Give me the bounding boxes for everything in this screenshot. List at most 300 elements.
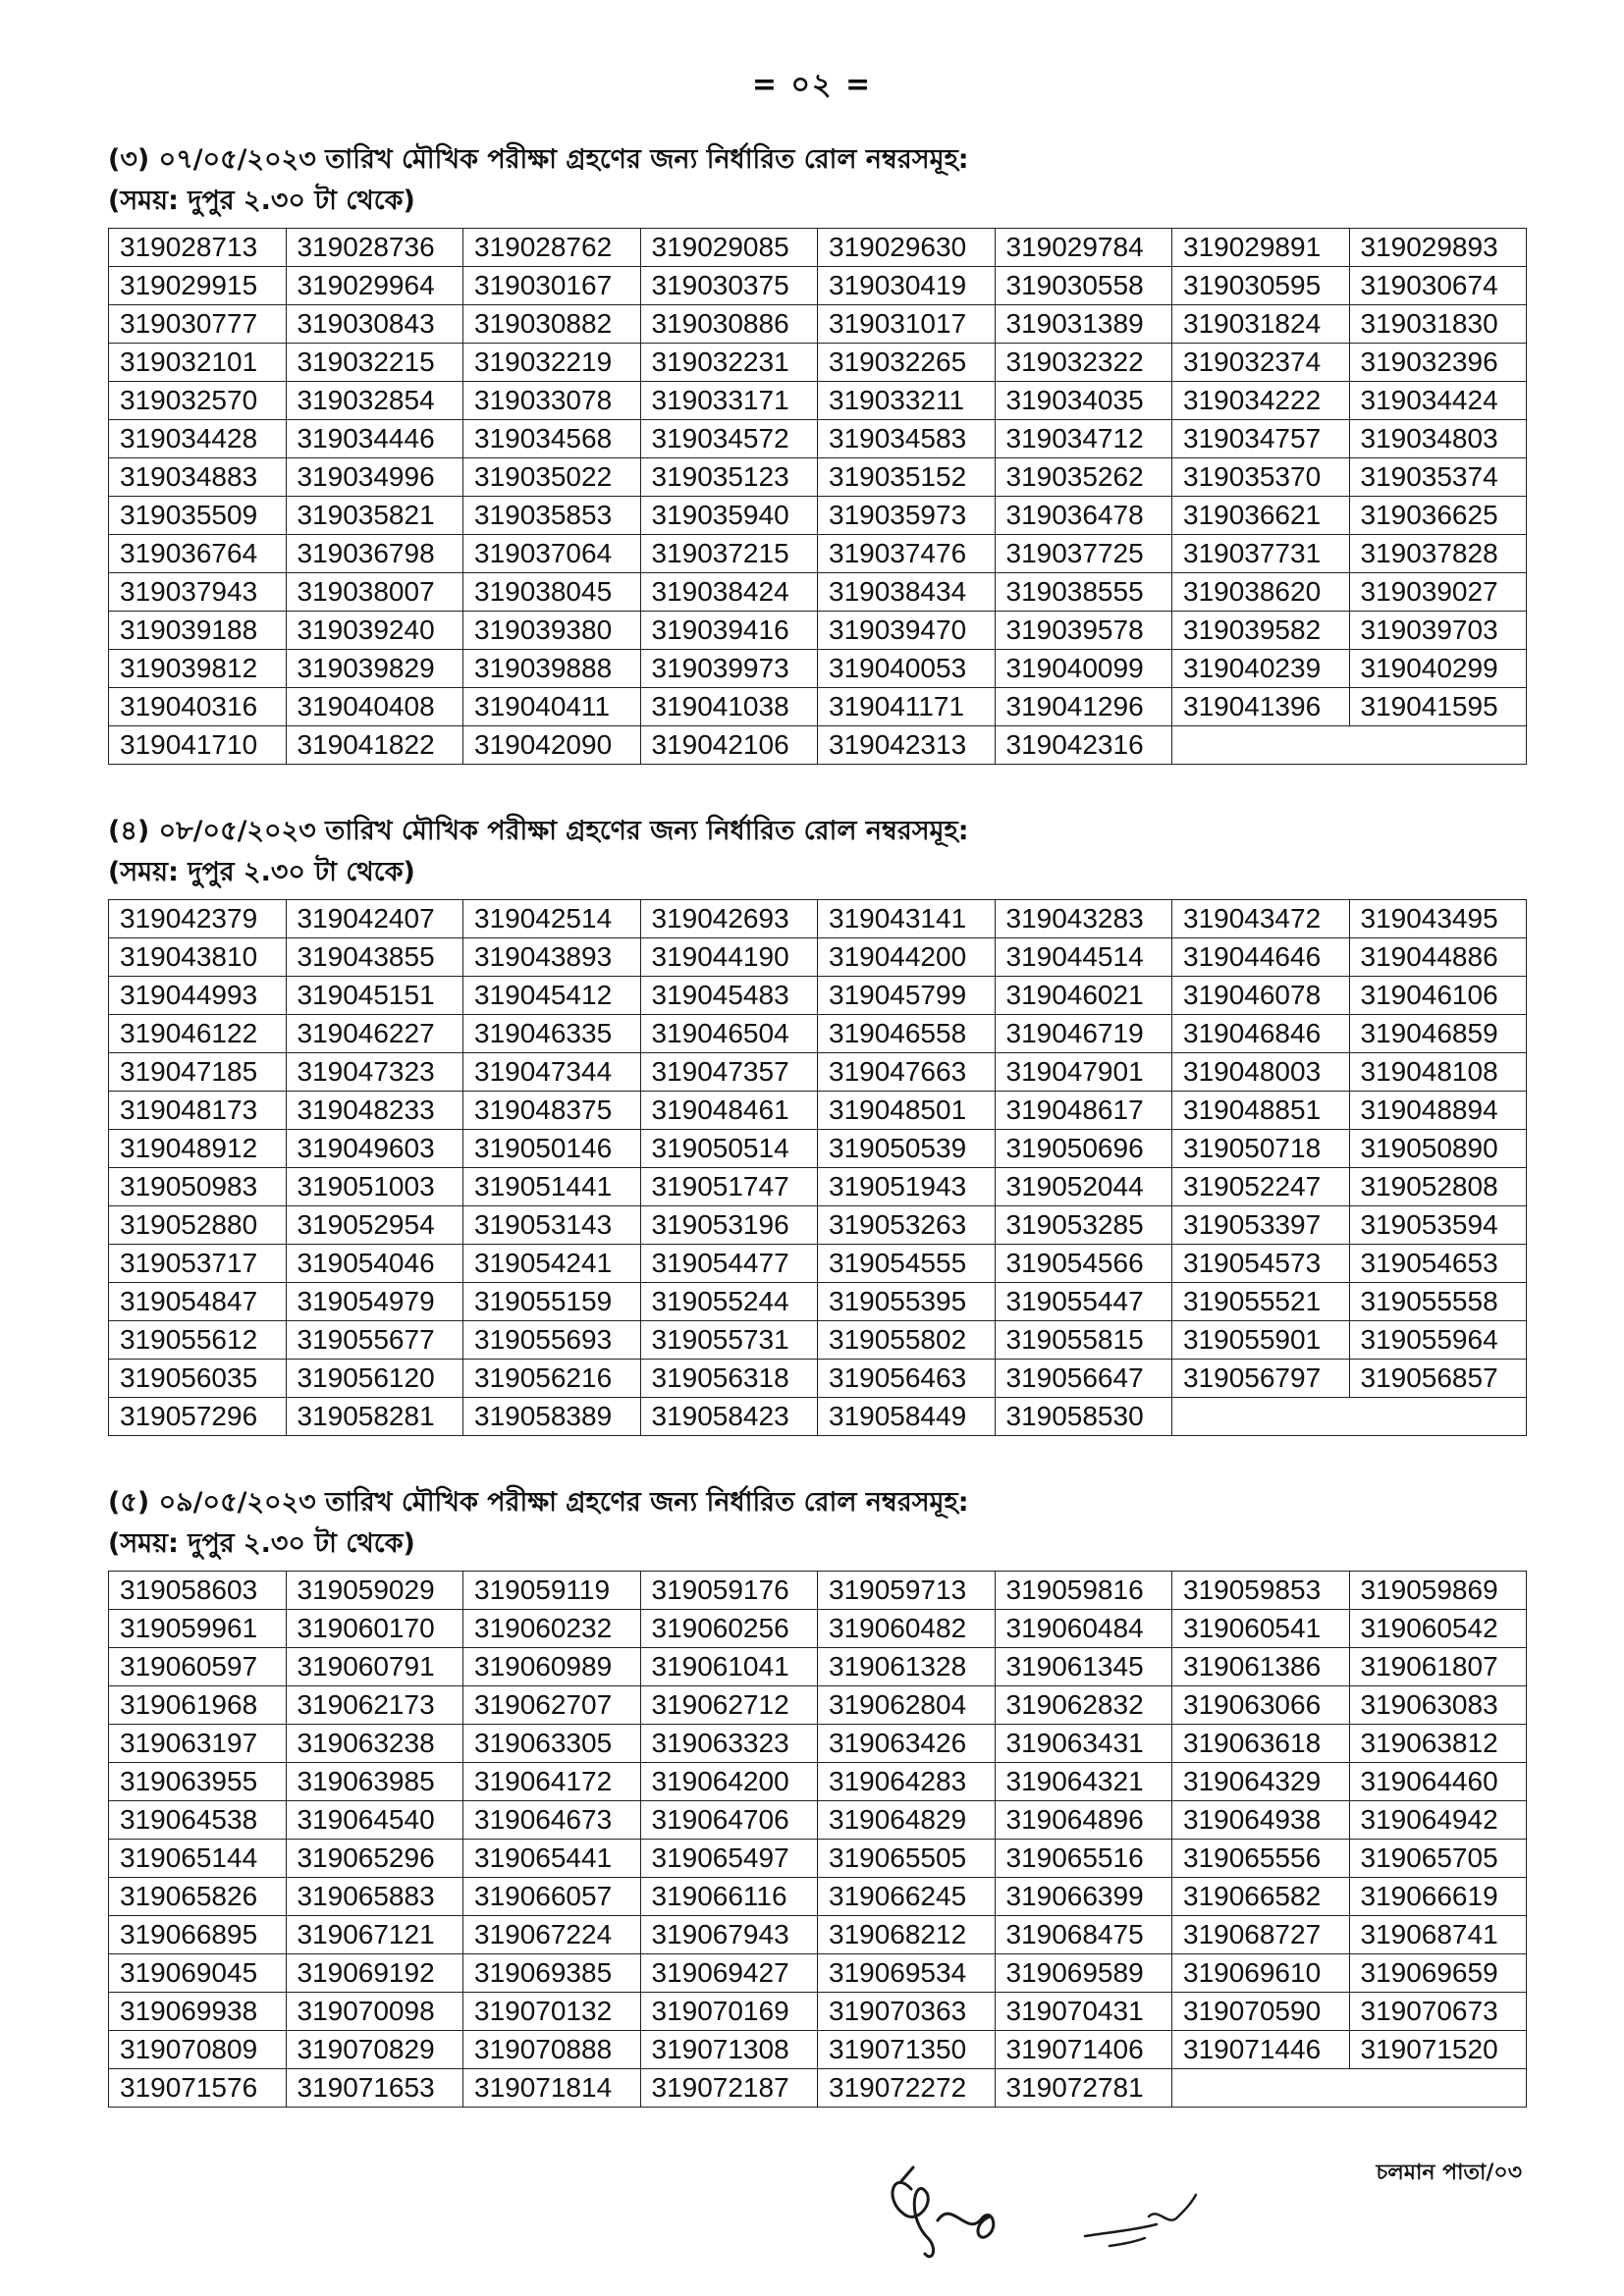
roll-number-cell: 319033211 [818,382,996,420]
roll-number-cell: 319041710 [109,726,287,765]
roll-number-cell: 319035370 [1172,458,1350,497]
roll-number-cell: 319062712 [640,1686,818,1725]
roll-number-cell: 319063618 [1172,1725,1350,1763]
roll-number-cell: 319064540 [286,1801,463,1840]
roll-number-cell: 319044646 [1172,938,1350,977]
roll-number-cell: 319045483 [640,977,818,1015]
roll-number-cell: 319038424 [640,573,818,612]
roll-number-cell: 319043855 [286,938,463,977]
roll-number-cell: 319066057 [463,1878,641,1916]
roll-number-cell: 319052880 [109,1206,287,1245]
section-time: (সময়: দুপুর ২.৩০ টা থেকে) [108,1528,415,1559]
roll-number-cell: 319071814 [463,2069,641,2108]
roll-number-cell: 319060232 [463,1610,641,1648]
roll-number-cell: 319029784 [995,229,1172,267]
roll-number-cell: 319055815 [995,1321,1172,1360]
roll-number-cell: 319053196 [640,1206,818,1245]
section-time: (সময়: দুপুর ২.৩০ টা থেকে) [108,186,415,216]
roll-number-cell: 319054979 [286,1283,463,1321]
roll-number-cell: 319071576 [109,2069,287,2108]
roll-number-cell: 319058281 [286,1398,463,1436]
roll-number-cell: 319062173 [286,1686,463,1725]
roll-number-cell: 319037731 [1172,535,1350,573]
signature-2 [1080,2187,1218,2256]
roll-number-cell: 319069534 [818,1954,996,1993]
roll-number-table [108,228,1527,765]
empty-cell [1172,2069,1527,2108]
roll-number-cell: 319046558 [818,1015,996,1053]
roll-number-cell: 319039188 [109,612,287,650]
roll-number-cell: 319064283 [818,1763,996,1801]
roll-number-cell: 319066116 [640,1878,818,1916]
roll-number-cell: 319071520 [1349,2031,1527,2069]
roll-number-cell: 319043893 [463,938,641,977]
table-row [109,977,1527,1015]
roll-number-cell: 319037064 [463,535,641,573]
roll-number-cell: 319047323 [286,1053,463,1092]
roll-number-cell: 319046504 [640,1015,818,1053]
table-row [109,382,1527,420]
roll-number-cell: 319044886 [1349,938,1527,977]
table-row [109,1130,1527,1168]
roll-number-cell: 319070590 [1172,1993,1350,2031]
schedule-section-08-05-2023 [108,811,1527,1436]
roll-number-cell: 319036798 [286,535,463,573]
roll-number-cell: 319032854 [286,382,463,420]
table-row [109,305,1527,344]
roll-number-cell: 319054241 [463,1245,641,1283]
roll-number-cell: 319047344 [463,1053,641,1092]
roll-number-cell: 319053717 [109,1245,287,1283]
roll-number-cell: 319059713 [818,1572,996,1610]
roll-number-cell: 319042090 [463,726,641,765]
roll-number-cell: 319048108 [1349,1053,1527,1092]
roll-number-cell: 319042379 [109,900,287,938]
roll-number-cell: 319060989 [463,1648,641,1686]
table-row [109,1245,1527,1283]
roll-number-cell: 319071446 [1172,2031,1350,2069]
roll-number-cell: 319061345 [995,1648,1172,1686]
roll-number-cell: 319029964 [286,267,463,305]
roll-number-cell: 319031824 [1172,305,1350,344]
roll-number-cell: 319068212 [818,1916,996,1954]
roll-number-cell: 319046122 [109,1015,287,1053]
roll-number-cell: 319058603 [109,1572,287,1610]
roll-number-cell: 319031830 [1349,305,1527,344]
roll-number-cell: 319069659 [1349,1954,1527,1993]
roll-number-cell: 319060791 [286,1648,463,1686]
table-row [109,900,1527,938]
roll-number-cell: 319070431 [995,1993,1172,2031]
roll-number-cell: 319070363 [818,1993,996,2031]
roll-number-cell: 319060541 [1172,1610,1350,1648]
roll-number-cell: 319048912 [109,1130,287,1168]
table-row [109,420,1527,458]
roll-number-cell: 319060170 [286,1610,463,1648]
table-row [109,1572,1527,1610]
table-row [109,2069,1527,2108]
roll-number-cell: 319070888 [463,2031,641,2069]
roll-number-cell: 319057296 [109,1398,287,1436]
roll-number-cell: 319061386 [1172,1648,1350,1686]
roll-number-cell: 319061807 [1349,1648,1527,1686]
roll-number-cell: 319041171 [818,688,996,726]
roll-number-cell: 319030419 [818,267,996,305]
roll-number-cell: 319036625 [1349,497,1527,535]
table-row [109,2031,1527,2069]
table-row [109,1725,1527,1763]
table-row [109,497,1527,535]
roll-number-cell: 319032374 [1172,344,1350,382]
roll-number-cell: 319059869 [1349,1572,1527,1610]
roll-number-cell: 319050696 [995,1130,1172,1168]
roll-number-cell: 319054573 [1172,1245,1350,1283]
table-row [109,1763,1527,1801]
roll-number-cell: 319041038 [640,688,818,726]
roll-number-cell: 319032219 [463,344,641,382]
table-row [109,650,1527,688]
roll-number-cell: 319037725 [995,535,1172,573]
roll-number-cell: 319048173 [109,1092,287,1130]
roll-number-cell: 319056797 [1172,1360,1350,1398]
roll-number-cell: 319037215 [640,535,818,573]
roll-number-cell: 319035853 [463,497,641,535]
roll-number-cell: 319031017 [818,305,996,344]
roll-number-cell: 319072272 [818,2069,996,2108]
roll-number-cell: 319058389 [463,1398,641,1436]
roll-number-cell: 319059176 [640,1572,818,1610]
table-row [109,229,1527,267]
roll-number-cell: 319040299 [1349,650,1527,688]
roll-number-cell: 319052808 [1349,1168,1527,1206]
roll-number-cell: 319030886 [640,305,818,344]
roll-number-cell: 319071350 [818,2031,996,2069]
roll-number-cell: 319033078 [463,382,641,420]
table-row [109,1168,1527,1206]
roll-number-cell: 319034222 [1172,382,1350,420]
roll-number-cell: 319041822 [286,726,463,765]
roll-number-cell: 319042313 [818,726,996,765]
roll-number-cell: 319069610 [1172,1954,1350,1993]
roll-number-cell: 319029630 [818,229,996,267]
roll-number-cell: 319036478 [995,497,1172,535]
roll-number-cell: 319048851 [1172,1092,1350,1130]
roll-number-cell: 319053397 [1172,1206,1350,1245]
roll-number-cell: 319056120 [286,1360,463,1398]
roll-number-cell: 319040239 [1172,650,1350,688]
roll-number-cell: 319039027 [1349,573,1527,612]
roll-number-cell: 319055612 [109,1321,287,1360]
section-time: (সময়: দুপুর ২.৩০ টা থেকে) [108,857,415,887]
roll-number-cell: 319047357 [640,1053,818,1092]
roll-number-cell: 319055677 [286,1321,463,1360]
roll-number-cell: 319035123 [640,458,818,497]
roll-number-cell: 319043283 [995,900,1172,938]
roll-number-cell: 319035821 [286,497,463,535]
roll-number-cell: 319046846 [1172,1015,1350,1053]
roll-number-cell: 319060482 [818,1610,996,1648]
roll-number-cell: 319034712 [995,420,1172,458]
roll-number-cell: 319056318 [640,1360,818,1398]
roll-number-cell: 319062832 [995,1686,1172,1725]
roll-number-cell: 319061968 [109,1686,287,1725]
roll-number-cell: 319069938 [109,1993,287,2031]
roll-number-cell: 319035973 [818,497,996,535]
roll-number-cell: 319065296 [286,1840,463,1878]
table-row [109,1015,1527,1053]
roll-number-cell: 319064673 [463,1801,641,1840]
roll-number-cell: 319064172 [463,1763,641,1801]
roll-number-cell: 319038555 [995,573,1172,612]
roll-number-cell: 319051003 [286,1168,463,1206]
roll-number-cell: 319044514 [995,938,1172,977]
roll-number-cell: 319050890 [1349,1130,1527,1168]
roll-number-cell: 319064538 [109,1801,287,1840]
roll-number-cell: 319039888 [463,650,641,688]
roll-number-cell: 319056857 [1349,1360,1527,1398]
roll-number-cell: 319054046 [286,1245,463,1283]
roll-number-cell: 319046106 [1349,977,1527,1015]
roll-number-cell: 319061328 [818,1648,996,1686]
roll-number-cell: 319069589 [995,1954,1172,1993]
roll-number-cell: 319039812 [109,650,287,688]
table-row [109,1610,1527,1648]
roll-number-cell: 319040053 [818,650,996,688]
roll-number-cell: 319054477 [640,1245,818,1283]
roll-number-cell: 319056647 [995,1360,1172,1398]
roll-number-cell: 319054847 [109,1283,287,1321]
roll-number-cell: 319060597 [109,1648,287,1686]
roll-number-cell: 319044993 [109,977,287,1015]
roll-number-cell: 319068475 [995,1916,1172,1954]
roll-number-cell: 319034035 [995,382,1172,420]
roll-number-cell: 319030167 [463,267,641,305]
roll-number-cell: 319046859 [1349,1015,1527,1053]
roll-number-cell: 319029915 [109,267,287,305]
roll-number-cell: 319071308 [640,2031,818,2069]
roll-number-cell: 319055395 [818,1283,996,1321]
table-row [109,1954,1527,1993]
roll-number-cell: 319044190 [640,938,818,977]
roll-number-cell: 319032101 [109,344,287,382]
roll-number-cell: 319041396 [1172,688,1350,726]
roll-number-cell: 319036621 [1172,497,1350,535]
table-row [109,726,1527,765]
roll-number-cell: 319064829 [818,1801,996,1840]
roll-number-cell: 319055802 [818,1321,996,1360]
roll-number-cell: 319050146 [463,1130,641,1168]
roll-number-cell: 319030777 [109,305,287,344]
roll-number-cell: 319064706 [640,1801,818,1840]
roll-number-cell: 319034583 [818,420,996,458]
table-row [109,1878,1527,1916]
roll-number-cell: 319042407 [286,900,463,938]
roll-number-cell: 319039470 [818,612,996,650]
roll-number-cell: 319046719 [995,1015,1172,1053]
roll-number-cell: 319034803 [1349,420,1527,458]
roll-number-cell: 319029085 [640,229,818,267]
roll-number-cell: 319041296 [995,688,1172,726]
roll-number-cell: 319040408 [286,688,463,726]
roll-number-cell: 319034428 [109,420,287,458]
table-row [109,1092,1527,1130]
roll-number-cell: 319034424 [1349,382,1527,420]
roll-number-cell: 319039416 [640,612,818,650]
roll-number-cell: 319066582 [1172,1878,1350,1916]
roll-number-cell: 319030843 [286,305,463,344]
roll-number-cell: 319058449 [818,1398,996,1436]
roll-number-cell: 319067224 [463,1916,641,1954]
roll-number-cell: 319050514 [640,1130,818,1168]
roll-number-cell: 319041595 [1349,688,1527,726]
roll-number-cell: 319034757 [1172,420,1350,458]
section-title: (৫) ০৯/০৫/২০২৩ তারিখ মৌখিক পরীক্ষা গ্রহণের জন্য নির্ধারিত রোল নম্বরসমূহ: [108,1487,969,1518]
roll-number-cell: 319037943 [109,573,287,612]
roll-number-cell: 319030595 [1172,267,1350,305]
table-row [109,1840,1527,1878]
roll-number-cell: 319059853 [1172,1572,1350,1610]
roll-number-cell: 319028736 [286,229,463,267]
section-title: (৪) ০৮/০৫/২০২৩ তারিখ মৌখিক পরীক্ষা গ্রহণের জন্য নির্ধারিত রোল নম্বরসমূহ: [108,816,969,846]
roll-number-cell: 319067121 [286,1916,463,1954]
roll-number-cell: 319063431 [995,1725,1172,1763]
roll-number-cell: 319034446 [286,420,463,458]
roll-number-cell: 319059119 [463,1572,641,1610]
roll-number-cell: 319048894 [1349,1092,1527,1130]
roll-number-cell: 319055964 [1349,1321,1527,1360]
roll-number-cell: 319065556 [1172,1840,1350,1878]
roll-number-cell: 319046227 [286,1015,463,1053]
roll-number-cell: 319030558 [995,267,1172,305]
roll-number-cell: 319071406 [995,2031,1172,2069]
roll-number-cell: 319063955 [109,1763,287,1801]
table-row [109,1801,1527,1840]
table-row [109,1648,1527,1686]
roll-number-cell: 319035940 [640,497,818,535]
roll-number-cell: 319039829 [286,650,463,688]
roll-number-cell: 319058530 [995,1398,1172,1436]
roll-number-table [108,1571,1527,2108]
roll-number-cell: 319068741 [1349,1916,1527,1954]
section-title: (৩) ০৭/০৫/২০২৩ তারিখ মৌখিক পরীক্ষা গ্রহণের জন্য নির্ধারিত রোল নম্বরসমূহ: [108,144,969,175]
roll-number-cell: 319042514 [463,900,641,938]
roll-number-cell: 319032231 [640,344,818,382]
roll-number-cell: 319060484 [995,1610,1172,1648]
roll-number-cell: 319038007 [286,573,463,612]
roll-number-cell: 319070673 [1349,1993,1527,2031]
roll-number-cell: 319038045 [463,573,641,612]
roll-number-cell: 319063323 [640,1725,818,1763]
roll-number-cell: 319062804 [818,1686,996,1725]
roll-number-cell: 319061041 [640,1648,818,1686]
roll-number-cell: 319039582 [1172,612,1350,650]
roll-number-cell: 319056463 [818,1360,996,1398]
roll-number-cell: 319052954 [286,1206,463,1245]
roll-number-cell: 319039578 [995,612,1172,650]
roll-number-cell: 319064896 [995,1801,1172,1840]
roll-number-cell: 319052044 [995,1168,1172,1206]
roll-number-cell: 319071653 [286,2069,463,2108]
roll-number-cell: 319029891 [1172,229,1350,267]
roll-number-cell: 319059029 [286,1572,463,1610]
roll-number-cell: 319036764 [109,535,287,573]
page-number: = ০২ = [751,68,873,102]
roll-number-cell: 319064200 [640,1763,818,1801]
schedule-section-07-05-2023 [108,139,1527,765]
table-row [109,267,1527,305]
roll-number-cell: 319056035 [109,1360,287,1398]
roll-number-cell: 319042106 [640,726,818,765]
roll-number-cell: 319059816 [995,1572,1172,1610]
roll-number-cell: 319065826 [109,1878,287,1916]
roll-number-cell: 319035374 [1349,458,1527,497]
roll-number-cell: 319045412 [463,977,641,1015]
roll-number-cell: 319050983 [109,1168,287,1206]
roll-number-cell: 319029893 [1349,229,1527,267]
roll-number-cell: 319055521 [1172,1283,1350,1321]
roll-number-cell: 319047901 [995,1053,1172,1092]
roll-number-cell: 319048461 [640,1092,818,1130]
roll-number-cell: 319070132 [463,1993,641,2031]
roll-number-cell: 319054566 [995,1245,1172,1283]
roll-number-cell: 319070169 [640,1993,818,2031]
roll-number-cell: 319069192 [286,1954,463,1993]
roll-number-cell: 319034883 [109,458,287,497]
table-row [109,573,1527,612]
roll-number-cell: 319037476 [818,535,996,573]
roll-number-cell: 319054653 [1349,1245,1527,1283]
roll-number-cell: 319051943 [818,1168,996,1206]
roll-number-cell: 319064321 [995,1763,1172,1801]
roll-number-cell: 319065441 [463,1840,641,1878]
continued-page-note: চলমান পাতা/০৩ [1376,2161,1522,2185]
roll-number-cell: 319038434 [818,573,996,612]
roll-number-cell: 319046021 [995,977,1172,1015]
roll-number-cell: 319055447 [995,1283,1172,1321]
roll-number-cell: 319043810 [109,938,287,977]
roll-number-cell: 319070829 [286,2031,463,2069]
roll-number-table [108,899,1527,1436]
roll-number-cell: 319065497 [640,1840,818,1878]
roll-number-cell: 319048501 [818,1092,996,1130]
roll-number-cell: 319043141 [818,900,996,938]
schedule-section-09-05-2023 [108,1482,1527,2108]
roll-number-cell: 319051747 [640,1168,818,1206]
roll-number-cell: 319030674 [1349,267,1527,305]
roll-number-cell: 319045799 [818,977,996,1015]
roll-number-cell: 319044200 [818,938,996,977]
roll-number-cell: 319039240 [286,612,463,650]
roll-number-cell: 319030882 [463,305,641,344]
roll-number-cell: 319042693 [640,900,818,938]
roll-number-cell: 319055244 [640,1283,818,1321]
roll-number-cell: 319064942 [1349,1801,1527,1840]
table-row [109,612,1527,650]
roll-number-cell: 319055558 [1349,1283,1527,1321]
roll-number-cell: 319040316 [109,688,287,726]
roll-number-cell: 319028713 [109,229,287,267]
empty-cell [1172,1398,1527,1436]
roll-number-cell: 319063238 [286,1725,463,1763]
table-row [109,688,1527,726]
roll-number-cell: 319040099 [995,650,1172,688]
roll-number-cell: 319066245 [818,1878,996,1916]
roll-number-cell: 319067943 [640,1916,818,1954]
roll-number-cell: 319039703 [1349,612,1527,650]
roll-number-cell: 319069385 [463,1954,641,1993]
roll-number-cell: 319050718 [1172,1130,1350,1168]
roll-number-cell: 319053263 [818,1206,996,1245]
